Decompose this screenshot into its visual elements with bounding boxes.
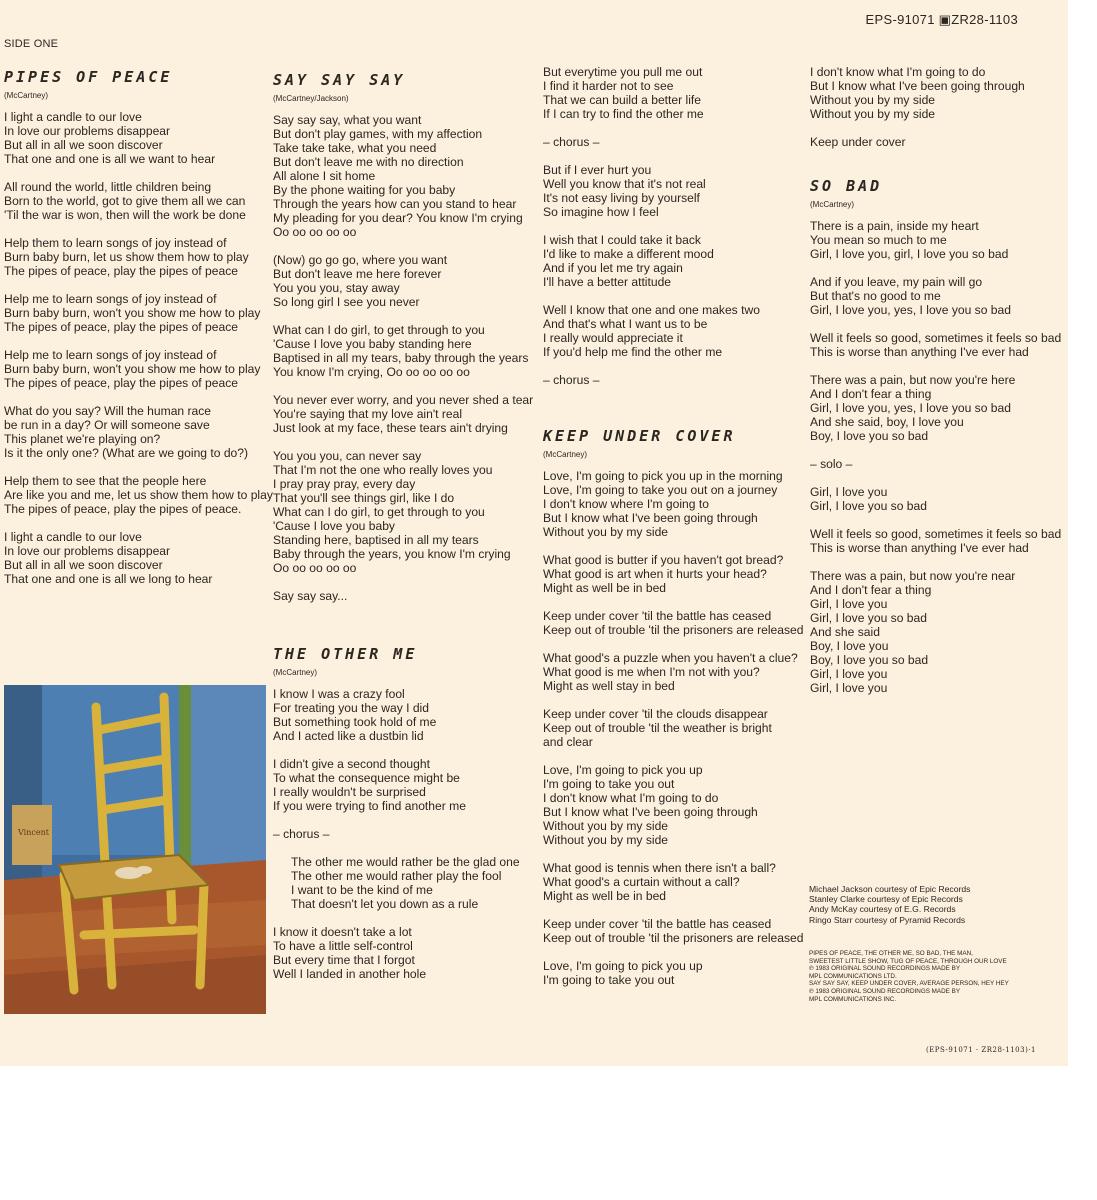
lyric-line: MPL COMMUNICATIONS INC. xyxy=(809,995,897,1003)
stanza xyxy=(543,609,803,637)
lyric-line: You you you, stay away xyxy=(273,281,400,295)
side-label: SIDE ONE xyxy=(4,38,59,50)
stanza xyxy=(273,113,533,239)
lyric-line: That you'll see things girl, like I do xyxy=(273,491,455,505)
lyric-line: That we can build a better life xyxy=(543,93,701,107)
lyric-line: The other me would rather play the fool xyxy=(291,869,502,883)
lyric-line: Girl, I love you, yes, I love you so bad xyxy=(810,401,1011,415)
lyric-line: Love, I'm going to pick you up xyxy=(543,763,703,777)
stanza xyxy=(810,219,1061,261)
song-credit: (McCartney) xyxy=(810,200,855,209)
stanza xyxy=(810,135,1061,149)
lyric-line: ℗ 1983 ORIGINAL SOUND RECORDINGS MADE BY xyxy=(809,987,961,995)
lyrics xyxy=(543,469,803,987)
lyric-line: Well you know that it's not real xyxy=(543,177,706,191)
lyric-line: That one and one is all we long to hear xyxy=(4,572,213,586)
lyric-line: Might as well be in bed xyxy=(543,581,667,595)
stanza xyxy=(810,331,1061,359)
lyric-line: Well I know that one and one makes two xyxy=(543,303,760,317)
lyric-line: Well it feels so good, sometimes it feels so bad xyxy=(810,331,1062,345)
lyric-line: By the phone waiting for you baby xyxy=(273,183,456,197)
lyric-line: All alone I sit home xyxy=(273,169,376,183)
lyric-line: Might as well stay in bed xyxy=(543,679,675,693)
lyric-line: But don't play games, with my affection xyxy=(273,127,483,141)
lyric-line: It's not easy living by yourself xyxy=(543,191,700,205)
lyrics xyxy=(810,65,1061,149)
lyric-line: be run in a day? Or will someone save xyxy=(4,418,210,432)
lyric-line: The pipes of peace, play the pipes of peace. xyxy=(4,502,242,516)
lyric-line: But every time that I forgot xyxy=(273,953,415,967)
lyric-line: I know I was a crazy fool xyxy=(273,687,405,701)
lyric-line: What good is butter if you haven't got bread? xyxy=(543,553,784,567)
lyric-line: I'll have a better attitude xyxy=(543,275,672,289)
lyric-line: Burn baby burn, won't you show me how to play xyxy=(4,306,261,320)
lyric-line: There was a pain, but now you're near xyxy=(810,569,1016,583)
lyric-line: And if you let me try again xyxy=(543,261,683,275)
stanza xyxy=(4,404,273,460)
lyric-line: What can I do girl, to get through to you xyxy=(273,323,485,337)
lyric-line: (Now) go go go, where you want xyxy=(273,253,448,267)
stanza xyxy=(4,474,273,516)
footer-catalog-code: (EPS-91071 · ZR28-1103)·1 xyxy=(925,1046,1036,1054)
lyric-line: Boy, I love you so bad xyxy=(810,653,929,667)
lyric-line: This planet we're playing on? xyxy=(4,432,161,446)
lyric-line: In love our problems disappear xyxy=(4,544,171,558)
lyric-line: If you were trying to find another me xyxy=(273,799,466,813)
lyric-line: Stanley Clarke courtesy of Epic Records xyxy=(809,894,963,905)
lyric-line: The pipes of peace, play the pipes of peace xyxy=(4,264,238,278)
song-title: SAY SAY SAY xyxy=(273,71,406,89)
lyric-line: SWEETEST LITTLE SHOW, TUG OF PEACE, THROUGH OUR LOVE xyxy=(809,957,1007,965)
lyric-line: Michael Jackson courtesy of Epic Records xyxy=(809,884,971,894)
lyric-line: Are like you and me, let us show them how to play xyxy=(4,488,273,502)
song-credit: (McCartney) xyxy=(273,668,318,677)
lyric-line: Without you by my side xyxy=(543,525,669,539)
stanza xyxy=(543,861,803,903)
stanza xyxy=(543,651,803,693)
chorus-marker: – chorus – xyxy=(273,827,330,841)
lyric-line: That I'm not the one who really loves you xyxy=(273,463,493,477)
lyric-line: You mean so much to me xyxy=(810,233,947,247)
lyric-line: So long girl I see you never xyxy=(273,295,420,309)
stanza xyxy=(273,925,533,981)
lyric-line: In love our problems disappear xyxy=(4,124,171,138)
song-title: THE OTHER ME xyxy=(273,645,418,663)
lyric-line: You're saying that my love ain't real xyxy=(273,407,463,421)
stanza xyxy=(273,687,533,743)
lyric-line: What good is tennis when there isn't a ball? xyxy=(543,861,776,875)
lyric-line: Oo oo oo oo oo xyxy=(273,561,357,575)
lyric-line: If you'd help me find the other me xyxy=(543,345,723,359)
lyric-line: But all in all we soon discover xyxy=(4,558,163,572)
lyric-line: Love, I'm going to pick you up in the morning xyxy=(543,469,783,483)
lyric-line: – chorus – xyxy=(543,135,600,149)
stanza xyxy=(4,236,273,278)
stanza xyxy=(543,163,803,219)
lyric-line: This is worse than anything I've ever had xyxy=(810,541,1029,555)
lyric-line: Without you by my side xyxy=(543,819,669,833)
lyric-line: But if I ever hurt you xyxy=(543,163,652,177)
stanza xyxy=(810,457,1061,471)
stanza xyxy=(810,373,1061,443)
stanza xyxy=(543,303,803,359)
lyric-line: SAY SAY SAY, KEEP UNDER COVER, AVERAGE PERSON, HEY HEY xyxy=(809,980,1009,988)
lyrics xyxy=(273,687,533,813)
song-credit: (McCartney) xyxy=(543,450,588,459)
stanza xyxy=(273,449,533,575)
lyric-line: I wish that I could take it back xyxy=(543,233,701,247)
stanza xyxy=(543,707,803,749)
lyric-line: – chorus – xyxy=(543,373,600,387)
lyric-line: Baptised in all my tears, baby through the years xyxy=(273,351,529,365)
spacer xyxy=(273,617,533,647)
lyric-line: Just look at my face, these tears ain't drying xyxy=(273,421,508,435)
copyright-notice xyxy=(809,950,1009,1003)
stanza xyxy=(4,180,273,222)
lyric-line: And she said xyxy=(810,625,880,639)
lyric-line: I want to be the kind of me xyxy=(291,883,433,897)
lyric-line: Girl, I love you so bad xyxy=(810,611,927,625)
lyric-line: For treating you the way I did xyxy=(273,701,429,715)
stanza xyxy=(273,393,533,435)
lyric-line: What can I do girl, to get through to you xyxy=(273,505,485,519)
lyric-line: ℗ 1983 ORIGINAL SOUND RECORDINGS MADE BY xyxy=(809,965,961,973)
lyric-line: What good is me when I'm not with you? xyxy=(543,665,760,679)
lyric-line: I'd like to make a different mood xyxy=(543,247,714,261)
lyric-line: Andy McKay courtesy of E.G. Records xyxy=(809,904,956,915)
lyric-line: I don't know where I'm going to xyxy=(543,497,709,511)
stanza xyxy=(273,757,533,813)
lyric-line: Standing here, baptised in all my tears xyxy=(273,533,479,547)
lyric-line: The pipes of peace, play the pipes of peace xyxy=(4,320,238,334)
lyric-line: All round the world, little children being xyxy=(4,180,212,194)
stanza xyxy=(4,292,273,334)
lyric-line: Girl, I love you xyxy=(810,681,888,695)
stanza xyxy=(4,530,273,586)
lyric-line: But all in all we soon discover xyxy=(4,138,163,152)
lyric-line: And she said, boy, I love you xyxy=(810,415,964,429)
lyric-line: Well I landed in another hole xyxy=(273,967,427,981)
lyric-line: I light a candle to our love xyxy=(4,530,142,544)
lyric-line: And I acted like a dustbin lid xyxy=(273,729,424,743)
lyric-line: Girl, I love you xyxy=(810,597,888,611)
lyric-line: And I don't fear a thing xyxy=(810,387,932,401)
lyric-line: Well it feels so good, sometimes it feels so bad xyxy=(810,527,1062,541)
lyric-line: Oo oo oo oo oo xyxy=(273,225,357,239)
lyric-line: But something took hold of me xyxy=(273,715,437,729)
lyric-line: There is a pain, inside my heart xyxy=(810,219,979,233)
lyric-line: Without you by my side xyxy=(810,93,936,107)
stanza xyxy=(543,373,803,387)
column-pipes-of-peace xyxy=(4,70,273,600)
stanza xyxy=(810,275,1061,317)
lyric-line: But don't leave me here forever xyxy=(273,267,442,281)
stanza xyxy=(810,65,1061,121)
lyrics xyxy=(4,110,273,586)
lyric-line: Is it the only one? (What are we going to do?) xyxy=(4,446,249,460)
song-title: SO BAD xyxy=(810,177,883,195)
lyric-line: Keep under cover 'til the battle has ceased xyxy=(543,917,772,931)
lyric-line: Ringo Starr courtesy of Pyramid Records xyxy=(809,914,966,925)
lyrics xyxy=(273,113,533,603)
lyric-line: But I know what I've been going through xyxy=(810,79,1025,93)
lyric-line: Boy, I love you so bad xyxy=(810,429,929,443)
column-say-say-say xyxy=(273,73,533,995)
lyric-line: The other me would rather be the glad one xyxy=(291,855,520,869)
lyric-line: This is worse than anything I've ever had xyxy=(810,345,1029,359)
lyric-line: Through the years how can you stand to hear xyxy=(273,197,517,211)
lyric-line: You know I'm crying, Oo oo oo oo oo xyxy=(273,365,470,379)
song-title: PIPES OF PEACE xyxy=(4,68,173,86)
lyric-line: Help them to learn songs of joy instead of xyxy=(4,236,227,250)
lyric-line: Baby through the years, you know I'm crying xyxy=(273,547,511,561)
lyric-line: I'm going to take you out xyxy=(543,777,675,791)
lyric-line: Help me to learn songs of joy instead of xyxy=(4,292,217,306)
lyric-line: I know it doesn't take a lot xyxy=(273,925,412,939)
lyric-line: What good's a curtain without a call? xyxy=(543,875,740,889)
lyric-line: Without you by my side xyxy=(543,833,669,847)
spacer xyxy=(543,401,803,429)
lyric-line: MPL COMMUNICATIONS LTD. xyxy=(809,972,897,980)
lyric-line: I don't know what I'm going to do xyxy=(543,791,719,805)
lyric-line: My pleading for you dear? You know I'm crying xyxy=(273,211,523,225)
lyric-line: I didn't give a second thought xyxy=(273,757,430,771)
lyric-line: 'Cause I love you baby standing here xyxy=(273,337,472,351)
lyric-line: Keep out of trouble 'til the prisoners are released xyxy=(543,931,804,945)
lyric-line: and clear xyxy=(543,735,593,749)
lyric-line: And if you leave, my pain will go xyxy=(810,275,983,289)
stanza xyxy=(810,569,1061,695)
lyric-line: But everytime you pull me out xyxy=(543,65,703,79)
lyric-line: Might as well be in bed xyxy=(543,889,667,903)
lyric-line: 'Cause I love you baby xyxy=(273,519,395,533)
song-credit: (McCartney) xyxy=(4,91,49,100)
stanza xyxy=(543,553,803,595)
lyric-line: Girl, I love you, yes, I love you so bad xyxy=(810,303,1011,317)
lyric-line: But don't leave me with no direction xyxy=(273,155,464,169)
lyric-line: I'm going to take you out xyxy=(543,973,675,987)
lyric-line: What good's a puzzle when you haven't a clue? xyxy=(543,651,798,665)
column-so-bad xyxy=(810,65,1061,709)
stanza xyxy=(4,110,273,166)
lyric-line: Keep under cover 'til the clouds disappear xyxy=(543,707,768,721)
lyric-line: Boy, I love you xyxy=(810,639,889,653)
lyric-line: Keep under cover 'til the battle has ceased xyxy=(543,609,772,623)
stanza xyxy=(273,589,533,603)
lyric-line: Help me to learn songs of joy instead of xyxy=(4,348,217,362)
stanza xyxy=(543,469,803,539)
lyric-line: Take take take, what you need xyxy=(273,141,437,155)
chair-painting-image xyxy=(4,685,266,1014)
lyric-line: You never ever worry, and you never shed a tear xyxy=(273,393,534,407)
lyrics xyxy=(543,65,803,387)
stanza xyxy=(273,323,533,379)
lyric-line: And that's what I want us to be xyxy=(543,317,708,331)
lyric-line: Without you by my side xyxy=(810,107,936,121)
lyric-line: Say say say, what you want xyxy=(273,113,422,127)
lyrics xyxy=(810,219,1061,695)
courtesy-credits xyxy=(809,884,970,925)
stanza xyxy=(4,348,273,390)
lyric-line: Love, I'm going to take you out on a journey xyxy=(543,483,778,497)
lyric-line: Burn baby burn, won't you show me how to play xyxy=(4,362,261,376)
stanza xyxy=(543,65,803,121)
lyric-line: PIPES OF PEACE, THE OTHER ME, SO BAD, THE MAN, xyxy=(809,950,973,957)
lyric-line: I don't know what I'm going to do xyxy=(810,65,986,79)
lyric-line: Keep out of trouble 'til the weather is bright xyxy=(543,721,772,735)
lyric-line: So imagine how I feel xyxy=(543,205,659,219)
lyric-line: Girl, I love you, girl, I love you so bad xyxy=(810,247,1009,261)
stanza xyxy=(810,527,1061,555)
lyric-line: There was a pain, but now you're here xyxy=(810,373,1016,387)
song-credit: (McCartney/Jackson) xyxy=(273,94,349,103)
stanza xyxy=(543,135,803,149)
stanza xyxy=(273,253,533,309)
indented-stanza xyxy=(273,855,533,911)
lyric-line: What do you say? Will the human race xyxy=(4,404,212,418)
stanza xyxy=(543,763,803,847)
lyric-line: You you you, can never say xyxy=(273,449,422,463)
lyric-line: Girl, I love you xyxy=(810,485,888,499)
lyric-line: To have a little self-control xyxy=(273,939,413,953)
stanza xyxy=(543,233,803,289)
lyric-line: I find it harder not to see xyxy=(543,79,674,93)
lyric-line: Girl, I love you xyxy=(810,667,888,681)
lyric-line: Say say say... xyxy=(273,589,348,603)
lyric-line: I light a candle to our love xyxy=(4,110,142,124)
lyric-line: If I can try to find the other me xyxy=(543,107,704,121)
lyric-line: But I know what I've been going through xyxy=(543,511,758,525)
lyric-line: I really wouldn't be surprised xyxy=(273,785,426,799)
lyric-line: That doesn't let you down as a rule xyxy=(291,897,479,911)
stanza xyxy=(810,485,1061,513)
lyric-line: Burn baby burn, let us show them how to play xyxy=(4,250,249,264)
lyric-line: I really would appreciate it xyxy=(543,331,683,345)
lyric-line: Girl, I love you so bad xyxy=(810,499,927,513)
column-keep-under-cover xyxy=(543,65,803,1001)
lyric-line: And I don't fear a thing xyxy=(810,583,932,597)
lyric-line: Love, I'm going to pick you up xyxy=(543,959,703,973)
lyric-line: I pray pray pray, every day xyxy=(273,477,416,491)
stanza xyxy=(543,917,803,945)
lyric-line: Keep out of trouble 'til the prisoners are released xyxy=(543,623,804,637)
lyric-line: The pipes of peace, play the pipes of peace xyxy=(4,376,238,390)
lyric-line: 'Til the war is won, then will the work be done xyxy=(4,208,246,222)
lyric-line: – solo – xyxy=(810,457,853,471)
lyric-line: What good is art when it hurts your head? xyxy=(543,567,767,581)
song-title: KEEP UNDER COVER xyxy=(543,427,736,445)
catalog-number: EPS-91071 ▣ZR28-1103 xyxy=(865,12,1018,27)
lyric-line: Help them to see that the people here xyxy=(4,474,207,488)
lyric-line: That one and one is all we want to hear xyxy=(4,152,216,166)
lyric-line: But I know what I've been going through xyxy=(543,805,758,819)
lyric-line: But that's no good to me xyxy=(810,289,941,303)
svg-text:Vincent: Vincent xyxy=(18,828,49,837)
stanza xyxy=(543,959,803,987)
lyric-line: To what the consequence might be xyxy=(273,771,460,785)
lyric-line: Keep under cover xyxy=(810,135,906,149)
lyric-line: Born to the world, got to give them all we can xyxy=(4,194,246,208)
